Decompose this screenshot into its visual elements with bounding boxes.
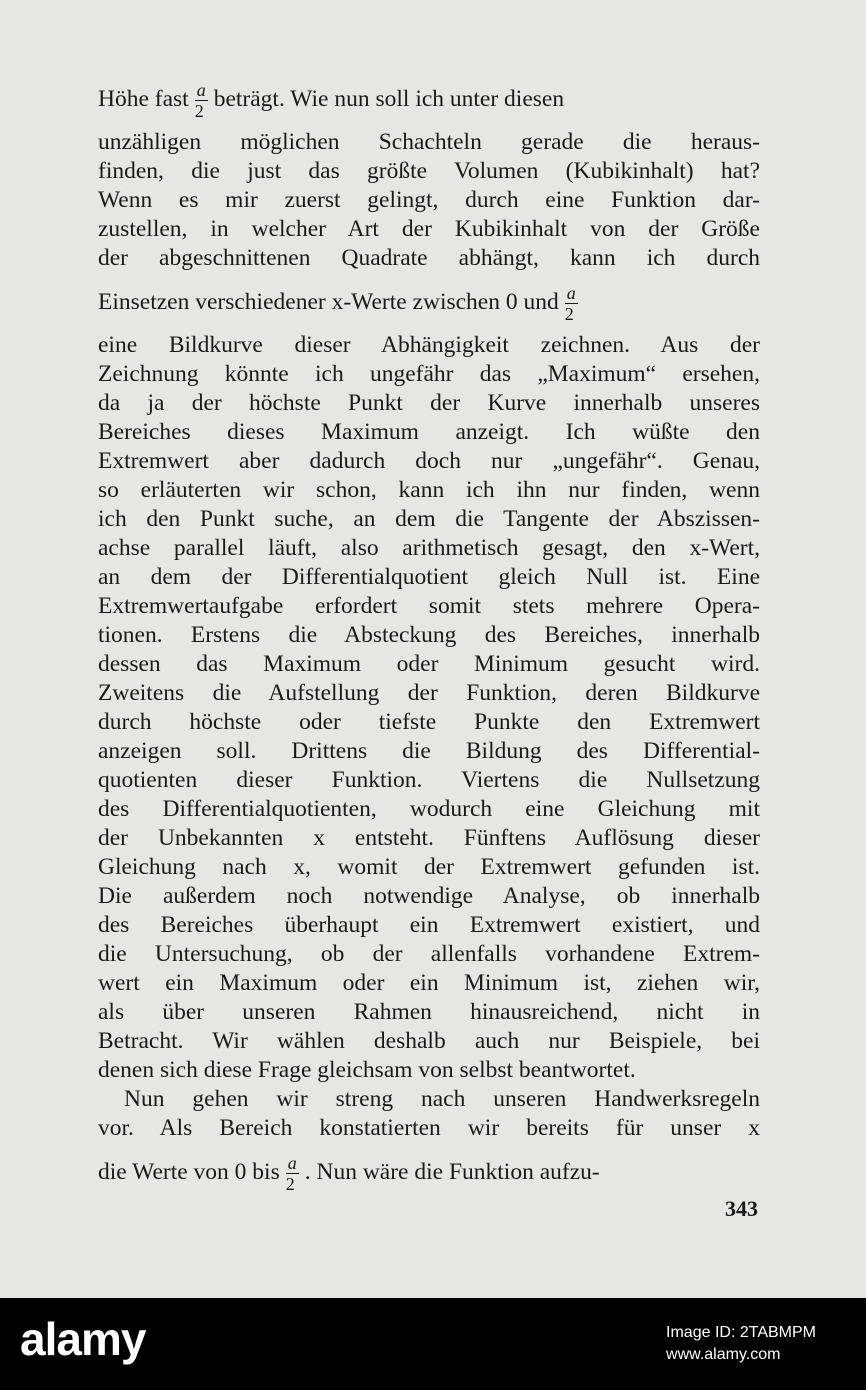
image-info — [666, 1322, 816, 1366]
text-line: an dem der Differentialquotient gleich Null ist. Eine — [98, 564, 760, 590]
fraction — [195, 80, 208, 121]
text-line — [98, 70, 760, 128]
text-line: denen sich diese Frage gleichsam von selbst beantwortet. — [98, 1057, 636, 1083]
text-line: die Untersuchung, ob der allenfalls vorhandene Extrem- — [98, 941, 760, 967]
fraction-numerator: a — [196, 80, 206, 101]
fraction — [565, 283, 578, 324]
text-segment: Einsetzen verschiedener x-Werte zwischen 0 und — [98, 289, 559, 315]
text-segment: die Werte von 0 bis — [98, 1159, 280, 1185]
text-line: Extremwert aber dadurch doch nur „ungefähr“. Genau, — [98, 448, 760, 474]
text-line: unzähligen möglichen Schachteln gerade die heraus- — [98, 129, 760, 155]
text-line — [98, 1143, 760, 1201]
text-line: eine Bildkurve dieser Abhängigkeit zeichnen. Aus der — [98, 332, 760, 358]
text-line: zustellen, in welcher Art der Kubikinhalt von der Größe — [98, 216, 760, 242]
image-id: Image ID: 2TABMPM — [666, 1324, 816, 1341]
text-line: so erläuterten wir schon, kann ich ihn nur finden, wenn — [98, 477, 760, 503]
text-segment: beträgt. Wie nun soll ich unter diesen — [213, 86, 565, 112]
text-line: vor. Als Bereich konstatierten wir bereits für unser x — [98, 1115, 760, 1141]
text-line: Zeichnung könnte ich ungefähr das „Maximum“ ersehen, — [98, 361, 760, 387]
text-line: der Unbekannten x entsteht. Fünftens Auflösung dieser — [98, 825, 760, 851]
text-line: als über unseren Rahmen hinausreichend, nicht in — [98, 999, 760, 1025]
text-line: Betracht. Wir wählen deshalb auch nur Beispiele, bei — [98, 1028, 760, 1054]
text-line: achse parallel läuft, also arithmetisch gesagt, den x-Wert, — [98, 535, 760, 561]
fraction — [286, 1153, 299, 1194]
text-line — [98, 273, 760, 331]
text-line: ich den Punkt suche, an dem die Tangente der Abszissen- — [98, 506, 760, 532]
fraction-denominator: 2 — [285, 1174, 295, 1195]
text-line: durch höchste oder tiefste Punkte den Extremwert — [98, 709, 760, 735]
text-line: Bereiches dieses Maximum anzeigt. Ich wüßte den — [98, 419, 760, 445]
text-line: tionen. Erstens die Absteckung des Bereiches, innerhalb — [98, 622, 760, 648]
body-text — [98, 70, 760, 1201]
fraction-denominator: 2 — [194, 101, 204, 122]
text-segment: Höhe fast — [98, 86, 189, 112]
text-line: Nun gehen wir streng nach unseren Handwerksregeln — [124, 1086, 760, 1112]
text-line: Zweitens die Aufstellung der Funktion, deren Bildkurve — [98, 680, 760, 706]
text-line: wert ein Maximum oder ein Minimum ist, ziehen wir, — [98, 970, 760, 996]
text-line: des Differentialquotienten, wodurch eine Gleichung mit — [98, 796, 760, 822]
text-line: Extremwertaufgabe erfordert somit stets mehrere Opera- — [98, 593, 760, 619]
brand-logo: alamy — [20, 1313, 146, 1365]
fraction-numerator: a — [566, 283, 576, 304]
page-number: 343 — [725, 1196, 758, 1221]
fraction-denominator: 2 — [564, 304, 574, 325]
text-line: Die außerdem noch notwendige Analyse, ob innerhalb — [98, 883, 760, 909]
text-line: dessen das Maximum oder Minimum gesucht wird. — [98, 651, 760, 677]
text-line: finden, die just das größte Volumen (Kubikinhalt) hat? — [98, 158, 760, 184]
text-line: quotienten dieser Funktion. Viertens die Nullsetzung — [98, 767, 760, 793]
fraction-numerator: a — [287, 1153, 297, 1174]
text-line: da ja der höchste Punkt der Kurve innerhalb unseres — [98, 390, 760, 416]
text-line: der abgeschnittenen Quadrate abhängt, kann ich durch — [98, 245, 760, 271]
text-line: Wenn es mir zuerst gelingt, durch eine Funktion dar- — [98, 187, 760, 213]
site-url: www.alamy.com — [666, 1346, 781, 1363]
text-line: des Bereiches überhaupt ein Extremwert existiert, und — [98, 912, 760, 938]
text-line: anzeigen soll. Drittens die Bildung des Differential- — [98, 738, 760, 764]
text-segment: . Nun wäre die Funktion aufzu- — [304, 1159, 600, 1185]
watermark-footer — [0, 1298, 866, 1390]
text-line: Gleichung nach x, womit der Extremwert gefunden ist. — [98, 854, 760, 880]
